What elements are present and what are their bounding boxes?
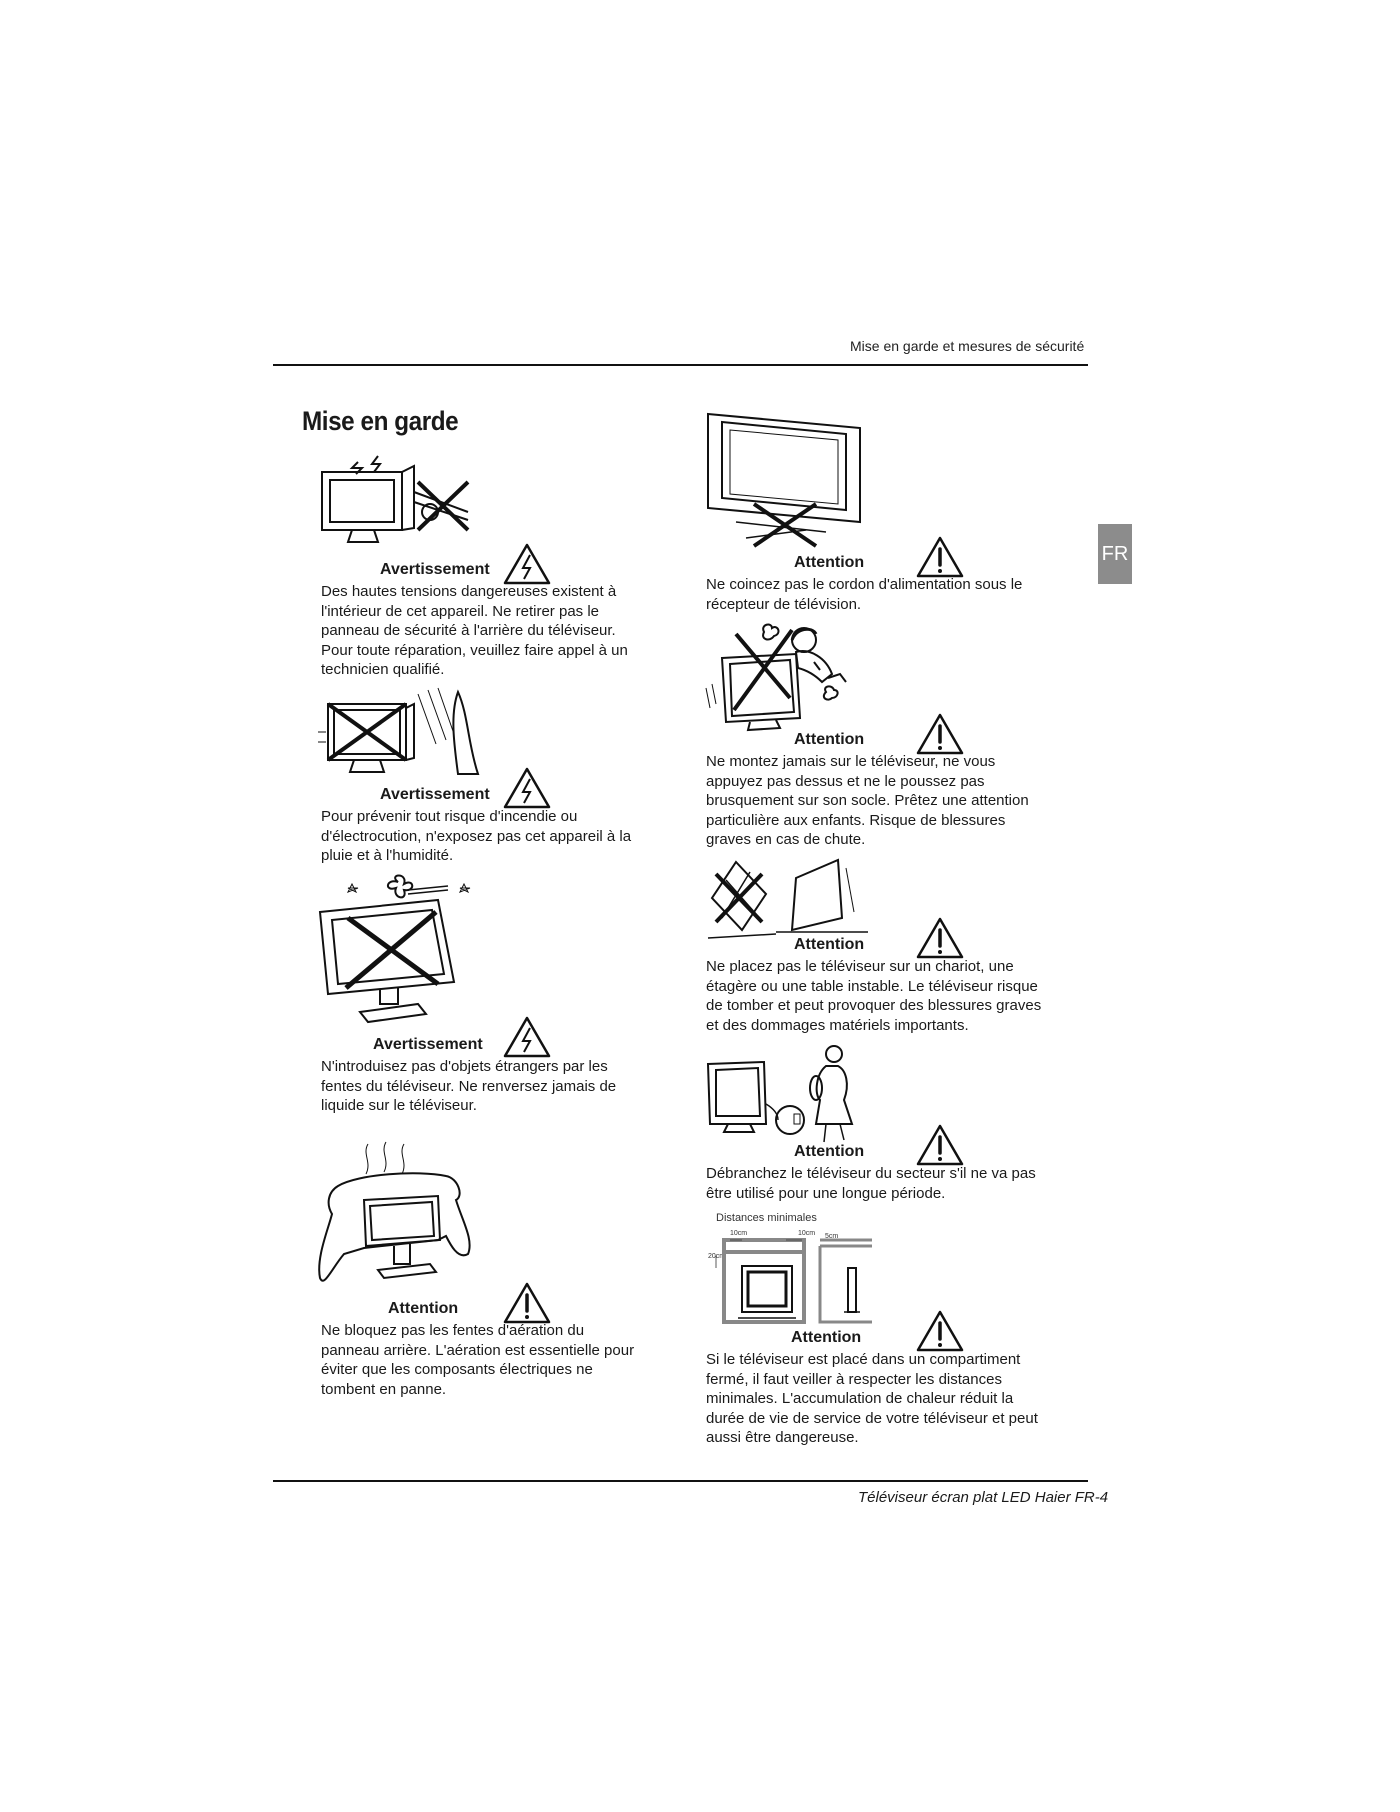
caution-text-1: Ne coincez pas le cordon d'alimentation sous le récepteur de télévision.: [706, 576, 1023, 613]
diagram-label-top-right: 10cm: [798, 1230, 816, 1237]
warning-label-1: Avertissement: [380, 561, 490, 578]
footer-rule: [273, 1480, 1088, 1482]
footer-text: Téléviseur écran plat LED Haier FR-4: [858, 1489, 1109, 1506]
exclamation-icon: [916, 917, 964, 959]
warning-text-4: Ne bloquez pas les fentes d'aération du panneau arrière. L'aération est essentielle pour éviter que les composants électriques ne tombent en panne.: [321, 1322, 635, 1398]
diagram-label-left: 20cm: [708, 1253, 726, 1260]
section-header: Mise en garde et mesures de sécurité: [850, 338, 1085, 354]
illustration-unplug: [706, 1044, 866, 1144]
exclamation-icon: [916, 713, 964, 755]
caution-text-4: Débranchez le téléviseur du secteur s'il ne va pas être utilisé pour une longue période.: [706, 1165, 1036, 1202]
language-tab: FR: [1098, 524, 1132, 584]
illustration-min-distances: [712, 1238, 874, 1324]
illustration-rain: [318, 684, 488, 784]
exclamation-icon: [916, 1310, 964, 1352]
caution-label-5: Attention: [791, 1329, 862, 1346]
warning-text-1: Des hautes tensions dangereuses existent à l'intérieur de cet appareil. Ne retirer pas le panneau de sécurité à l'arrière du téléviseur. Pour toute réparation, veuillez faire appel à un technicien qualifié.: [321, 583, 628, 678]
warning-label-4: Attention: [388, 1300, 459, 1317]
caution-label-2: Attention: [794, 731, 865, 748]
warning-text-2: Pour prévenir tout risque d'incendie ou d'électrocution, n'exposez pas cet appareil à la pluie et à l'humidité.: [321, 808, 632, 864]
caution-label-1: Attention: [794, 554, 865, 571]
illustration-high-voltage: [318, 452, 478, 552]
diagram-title: Distances minimales: [716, 1212, 817, 1224]
illustration-child-climbing: [700, 618, 870, 730]
warning-text-3: N'introduisez pas d'objets étrangers par les fentes du téléviseur. Ne renversez jamais de liquide sur le téléviseur.: [321, 1058, 617, 1114]
illustration-unstable-stand: [706, 858, 870, 938]
page-title: Mise en garde: [302, 406, 459, 436]
caution-label-3: Attention: [794, 936, 865, 953]
warning-label-2: Avertissement: [380, 786, 490, 803]
high-voltage-icon: [503, 1016, 551, 1058]
header-rule: [273, 364, 1088, 366]
illustration-power-cord: [706, 412, 866, 548]
exclamation-icon: [916, 536, 964, 578]
high-voltage-icon: [503, 543, 551, 585]
high-voltage-icon: [503, 767, 551, 809]
warning-label-3: Avertissement: [373, 1036, 483, 1053]
exclamation-icon: [916, 1124, 964, 1166]
caution-text-2: Ne montez jamais sur le téléviseur, ne vous appuyez pas dessus et ne le poussez pas brusquement sur son socle. Prêtez une attention particulière aux enfants. Risque de blessures graves en cas de chute.: [706, 753, 1029, 848]
diagram-label-top-left: 10cm: [730, 1230, 748, 1237]
illustration-foreign-objects: [318, 872, 478, 1022]
caution-text-3: Ne placez pas le téléviseur sur un chariot, une étagère ou une table instable. Le téléviseur risque de tomber et peut provoquer des blessures graves et des dommages matériels importants.: [706, 958, 1042, 1034]
exclamation-icon: [503, 1282, 551, 1324]
illustration-blocked-vents: [318, 1140, 478, 1290]
caution-text-5: Si le téléviseur est placé dans un compartiment fermé, il faut veiller à respecter les distances minimales. L'accumulation de chaleur réduit la durée de vie de service de votre téléviseur et peut aussi être dangereuse.: [706, 1351, 1038, 1446]
diagram-label-side: 5cm: [825, 1233, 839, 1240]
caution-label-4: Attention: [794, 1143, 865, 1160]
